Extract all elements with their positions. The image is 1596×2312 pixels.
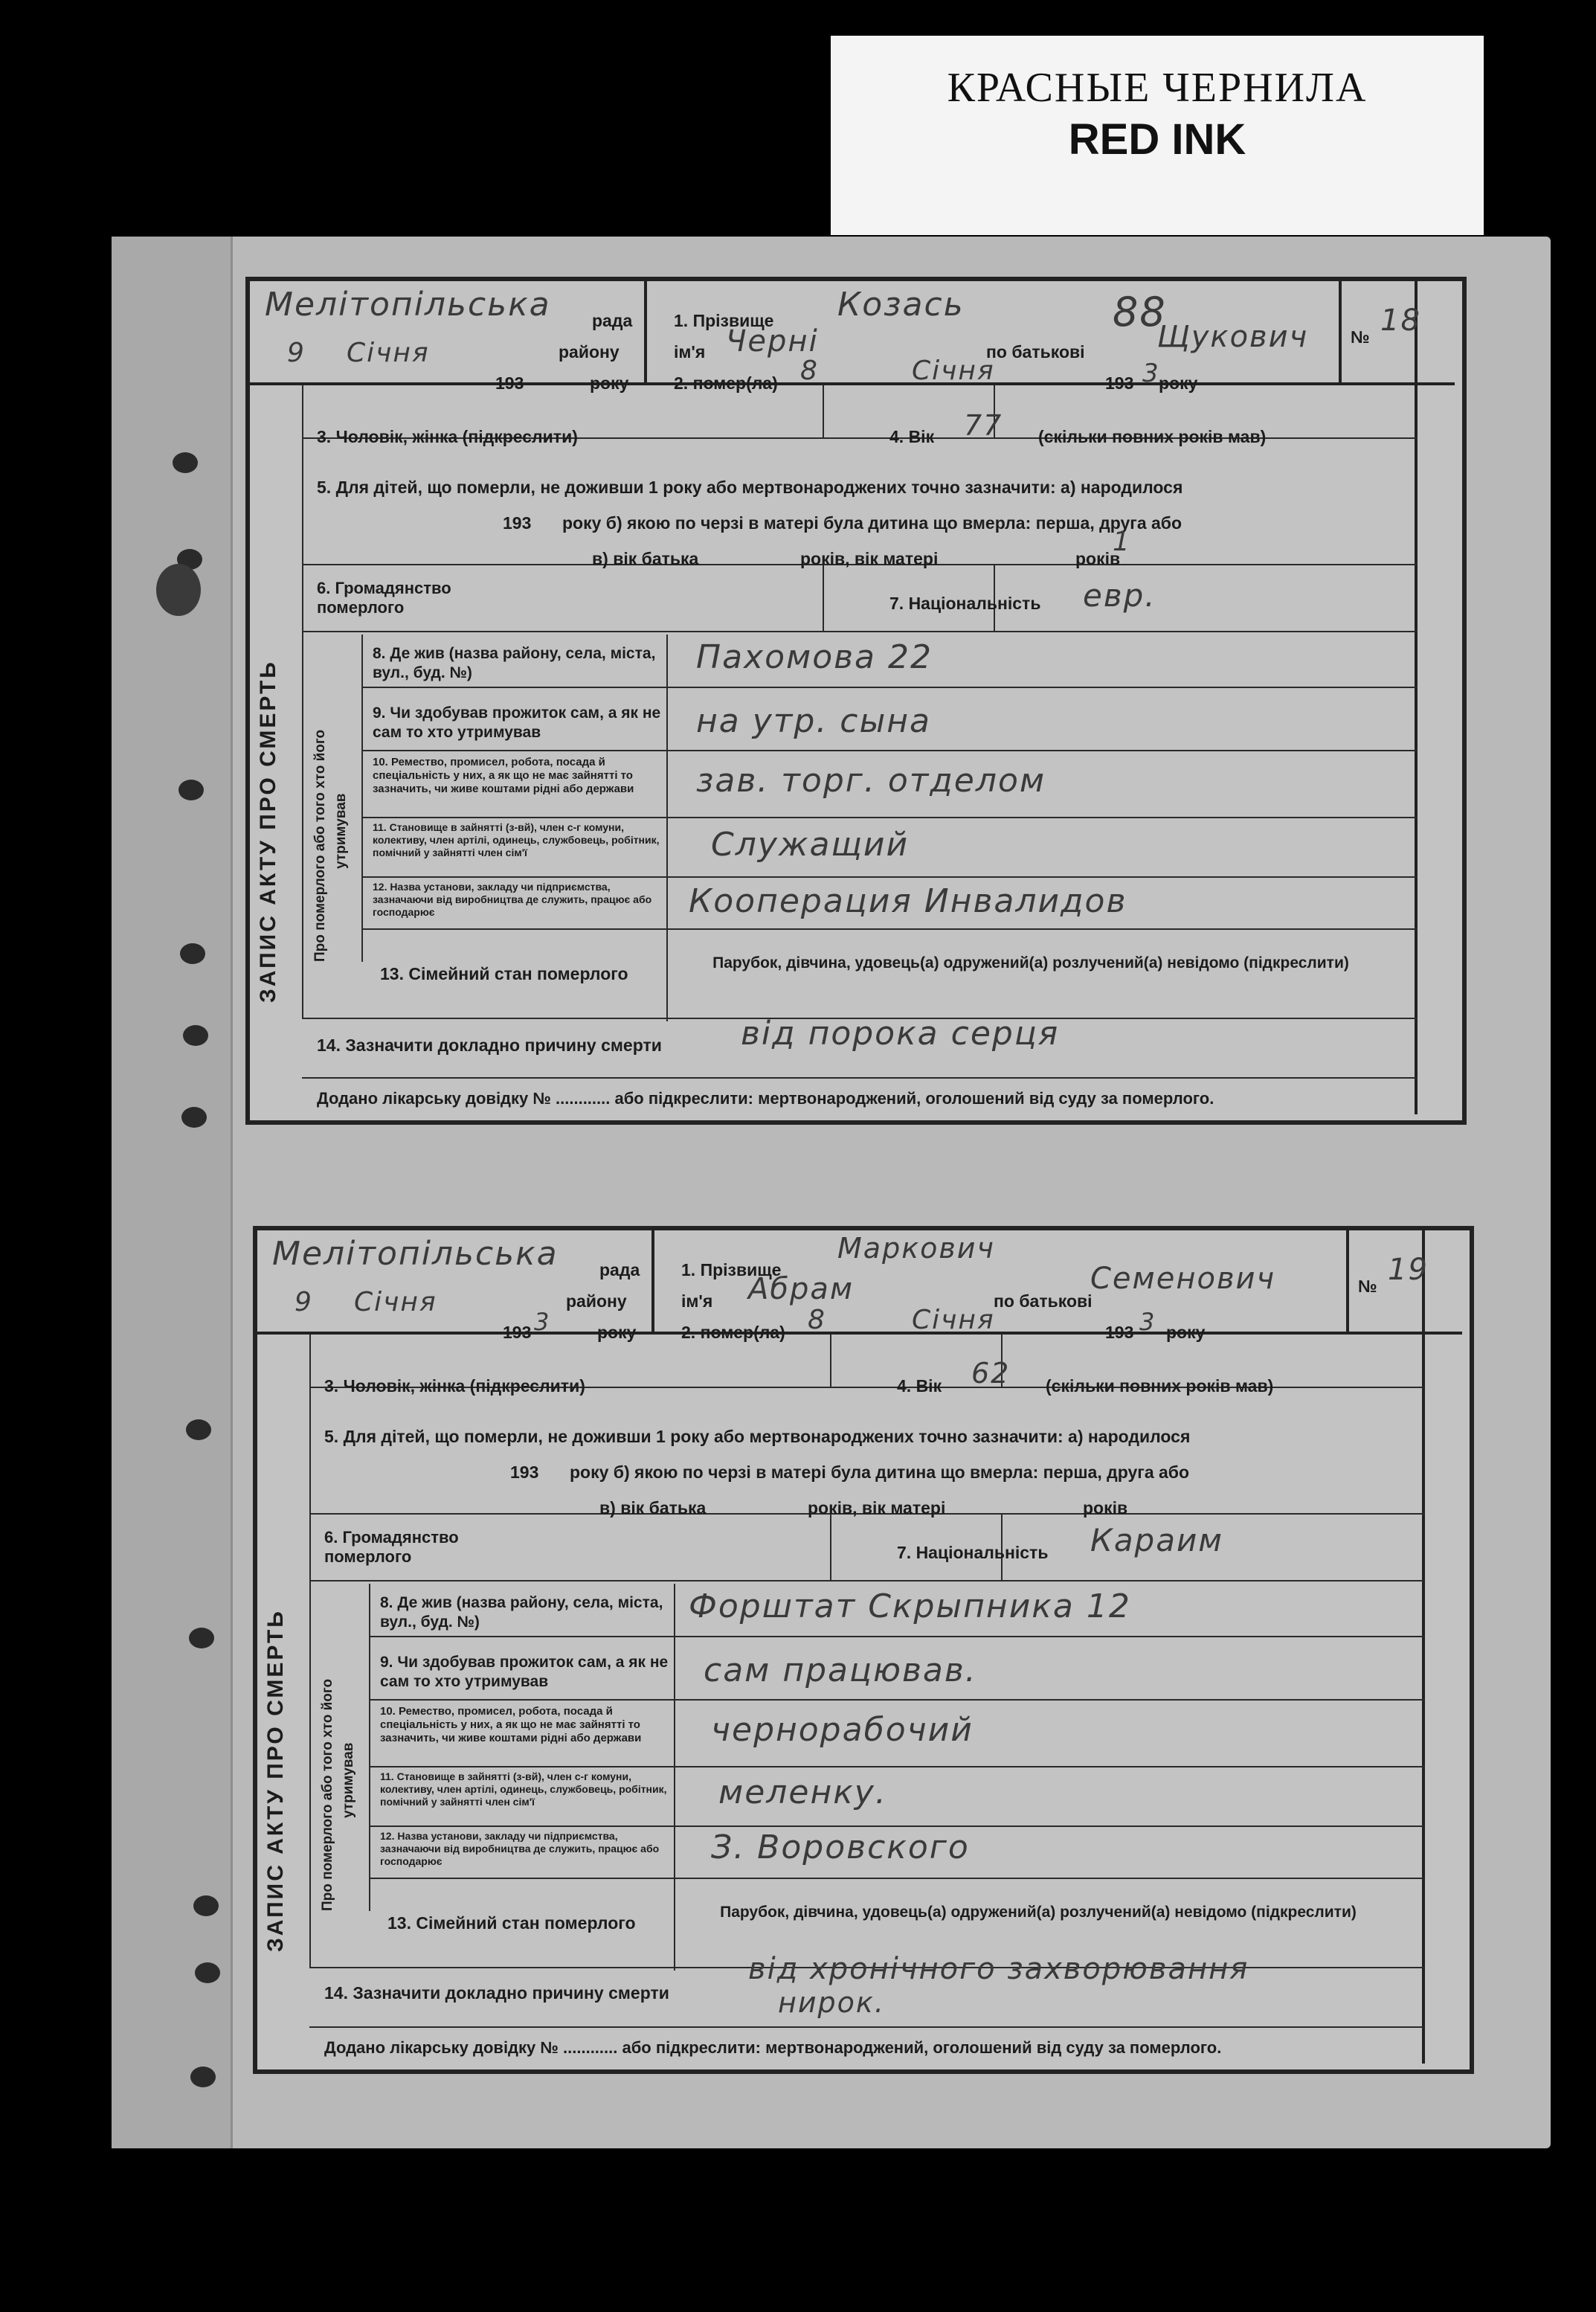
occupation-handwritten: зав. торг. отделом (696, 762, 1046, 800)
binding-hole (193, 1895, 219, 1916)
page-binding-strip (112, 237, 233, 2148)
died-label: 2. помер(ла) (681, 1323, 785, 1342)
death-roku-label: року (1159, 373, 1198, 393)
label-russian: КРАСНЫЕ ЧЕРНИЛА (947, 65, 1368, 111)
nationality-handwritten: Караим (1090, 1522, 1223, 1558)
employer-handwritten: З. Воровского (711, 1828, 970, 1866)
died-label: 2. помер(ла) (674, 373, 778, 393)
residence-handwritten: Форштат Скрыпника 12 (689, 1587, 1131, 1625)
death-year-label: 193 (1105, 1323, 1134, 1342)
f10-occupation-label: 10. Ремество, промисел, робота, посада й спеціальність у них, а як що не має зайнятті то зазначить, чи живе коштами рідні або держави (380, 1705, 642, 1744)
red-ink-label-card (831, 36, 1484, 235)
binding-hole (180, 943, 205, 964)
f12-employer-label: 12. Назва установи, закладу чи підприємства, зазначаючи від виробництва де служить, працює або господарює (380, 1830, 660, 1867)
month-handwritten: Січня (347, 338, 430, 368)
footer-note: Додано лікарську довідку № ............ або підкреслити: мертвонароджений, оголошений від суду за померлого. (324, 2038, 1222, 2057)
patronymic-handwritten: Семенович (1090, 1262, 1276, 1296)
rada-label: рада (592, 311, 633, 330)
rayonu-label: району (559, 342, 620, 362)
month-handwritten: Січня (354, 1287, 437, 1317)
year-label: 193 (495, 373, 524, 393)
f4-age-suffix: (скільки повних років мав) (1038, 427, 1267, 446)
f5-year: 193 (503, 513, 532, 533)
binding-hole (173, 452, 198, 473)
binding-hole (189, 1628, 214, 1648)
side-subtitle-1: Про померлого або того хто його (320, 1678, 335, 1911)
side-title: ЗАПИС АКТУ ПРО СМЕРТЬ (256, 660, 280, 1003)
cause-handwritten: від хронічного захворювання (748, 1952, 1249, 1986)
f13-marital-options: Парубок, дівчина, удовець(а) одружений(а) розлучений(а) невідомо (підкреслити) (712, 954, 1349, 972)
occupation-handwritten: чернорабочий (711, 1711, 974, 1749)
f3-sex-label: 3. Чоловік, жінка (підкреслити) (317, 427, 578, 446)
death-record-form-2 (253, 1226, 1474, 2074)
f13-marital-options: Парубок, дівчина, удовець(а) одружений(а) розлучений(а) невідомо (підкреслити) (720, 1904, 1357, 1921)
livelihood-handwritten: на утр. сына (696, 702, 931, 740)
f5-line2: року б) якою по черзі в матері була дитина що вмерла: перша, друга або (562, 513, 1182, 533)
name-label: ім'я (681, 1291, 713, 1311)
binding-hole (195, 1962, 220, 1983)
side-subtitle-2: утримував (333, 793, 349, 869)
death-day-handwritten: 8 (808, 1305, 826, 1335)
year-label: 193 (503, 1323, 532, 1342)
roku-label: року (590, 373, 629, 393)
position-handwritten: меленку. (718, 1773, 887, 1811)
f11-position-label: 11. Становище в зайнятті (з-вй), член с-г комуни, колективу, член артілі, одинець, службовець, робітник, помічний у зайнятті член сім'ї (373, 821, 660, 858)
f14-cause-label: 14. Зазначити докладно причину смерти (324, 1983, 669, 2003)
record-number-handwritten: 19 (1388, 1253, 1429, 1287)
binding-stain (156, 564, 201, 616)
year-handwritten: 3 (534, 1308, 551, 1336)
number-label: № (1358, 1277, 1377, 1296)
f3-sex-label: 3. Чоловік, жінка (підкреслити) (324, 1376, 585, 1396)
f11-position-label: 11. Становище в зайнятті (з-вй), член с-г комуни, колективу, член артілі, одинець, службовець, робітник, помічний у зайнятті член сім'ї (380, 1770, 667, 1808)
roku-label: року (597, 1323, 637, 1342)
cause-handwritten: від порока серця (741, 1015, 1060, 1053)
f7-nationality-label: 7. Національність (897, 1543, 1049, 1562)
f8-residence-label: 8. Де жив (назва району, села, міста, вул., буд. №) (380, 1594, 663, 1631)
binding-hole (178, 780, 204, 800)
record-number-handwritten: 18 (1380, 304, 1421, 338)
death-month-handwritten: Січня (912, 1305, 995, 1335)
f5-line3b: років, вік матері (800, 549, 939, 568)
f13-marital-label: 13. Сімейний стан померлого (387, 1913, 636, 1933)
livelihood-handwritten: сам працював. (704, 1651, 977, 1689)
age-handwritten: 62 (971, 1357, 1011, 1390)
f5-line1: 5. Для дітей, що померли, не доживши 1 року або мертвонароджених точно зазначити: а) народилося (317, 478, 1183, 497)
f5-line3: в) вік батька (592, 549, 699, 568)
f4-age-label: 4. Вік (897, 1376, 942, 1396)
residence-handwritten: Пахомова 22 (696, 638, 933, 676)
f6-citizenship-label: 6. Громадянство померлого (317, 579, 451, 617)
patronymic-label: по батькові (994, 1291, 1093, 1311)
f14-cause-label: 14. Зазначити докладно причину смерти (317, 1035, 662, 1055)
f5-line3c: років (1075, 549, 1121, 568)
nationality-handwritten: евр. (1083, 577, 1156, 614)
f12-employer-label: 12. Назва установи, закладу чи підприємства, зазначаючи від виробництва де служить, працює або господарює (373, 881, 652, 918)
f6-citizenship-label: 6. Громадянство померлого (324, 1528, 459, 1566)
name-label: ім'я (674, 342, 706, 362)
rada-label: рада (599, 1260, 640, 1279)
surname-handwritten: Маркович (837, 1232, 995, 1265)
death-year-handwritten: 3 (1139, 1308, 1156, 1336)
cause-handwritten-line2: нирок. (778, 1986, 885, 2019)
death-roku-label: року (1166, 1323, 1206, 1342)
f5-line3c: років (1083, 1498, 1128, 1518)
binding-hole (190, 2067, 216, 2087)
f10-occupation-label: 10. Ремество, промисел, робота, посада й спеціальність у них, а як що не має зайнятті то зазначить, чи живе коштами рідні або держави (373, 756, 634, 795)
surname-label: 1. Прізвище (674, 311, 774, 330)
death-year-label: 193 (1105, 373, 1134, 393)
f8-residence-label: 8. Де жив (назва району, села, міста, вул., буд. №) (373, 645, 656, 681)
name-handwritten: Черні (726, 324, 819, 359)
name-handwritten: Абрам (748, 1272, 855, 1306)
mother-age-handwritten: 1 (1113, 527, 1131, 557)
binding-hole (181, 1107, 207, 1128)
side-subtitle-1: Про померлого або того хто його (312, 729, 328, 962)
binding-hole (183, 1025, 208, 1046)
surname-label: 1. Прізвище (681, 1260, 782, 1279)
rada-handwritten: Мелітопільська (272, 1235, 559, 1273)
death-day-handwritten: 8 (800, 356, 819, 386)
position-handwritten: Служащий (711, 826, 910, 864)
death-month-handwritten: Січня (912, 356, 995, 386)
f13-marital-label: 13. Сімейний стан померлого (380, 964, 628, 983)
death-year-handwritten: 3 (1142, 359, 1160, 388)
f5-line2: року б) якою по черзі в матері була дитина що вмерла: перша, друга або (570, 1462, 1190, 1482)
age-handwritten: 77 (964, 409, 1003, 442)
rayonu-label: району (566, 1291, 627, 1311)
f4-age-suffix: (скільки повних років мав) (1046, 1376, 1274, 1396)
employer-handwritten: Кооперация Инвалидов (689, 882, 1127, 920)
patronymic-label: по батькові (986, 342, 1085, 362)
day-handwritten: 9 (287, 338, 306, 368)
side-title: ЗАПИС АКТУ ПРО СМЕРТЬ (263, 1609, 288, 1952)
death-record-form-1 (245, 277, 1467, 1125)
rada-handwritten: Мелітопільська (265, 286, 551, 324)
number-label: № (1351, 327, 1370, 347)
day-handwritten: 9 (295, 1287, 313, 1317)
f5-line3b: років, вік матері (808, 1498, 946, 1518)
f5-line1: 5. Для дітей, що померли, не доживши 1 року або мертвонароджених точно зазначити: а) народилося (324, 1427, 1191, 1446)
side-subtitle-2: утримував (341, 1742, 356, 1818)
binding-hole (186, 1419, 211, 1440)
f7-nationality-label: 7. Національність (889, 594, 1041, 613)
f9-livelihood-label: 9. Чи здобував прожиток сам, а як не сам то хто утримував (380, 1654, 669, 1690)
f5-line3: в) вік батька (599, 1498, 707, 1518)
f5-year: 193 (510, 1462, 539, 1482)
surname-handwritten: Козась (837, 286, 965, 324)
corner-mark-handwritten: 88 (1113, 289, 1167, 335)
patronymic-handwritten: Щукович (1157, 320, 1309, 354)
label-english: RED INK (1068, 115, 1246, 164)
f4-age-label: 4. Вік (889, 427, 935, 446)
f9-livelihood-label: 9. Чи здобував прожиток сам, а як не сам то хто утримував (373, 704, 661, 741)
footer-note: Додано лікарську довідку № ............ або підкреслити: мертвонароджений, оголошений від суду за померлого. (317, 1089, 1214, 1108)
